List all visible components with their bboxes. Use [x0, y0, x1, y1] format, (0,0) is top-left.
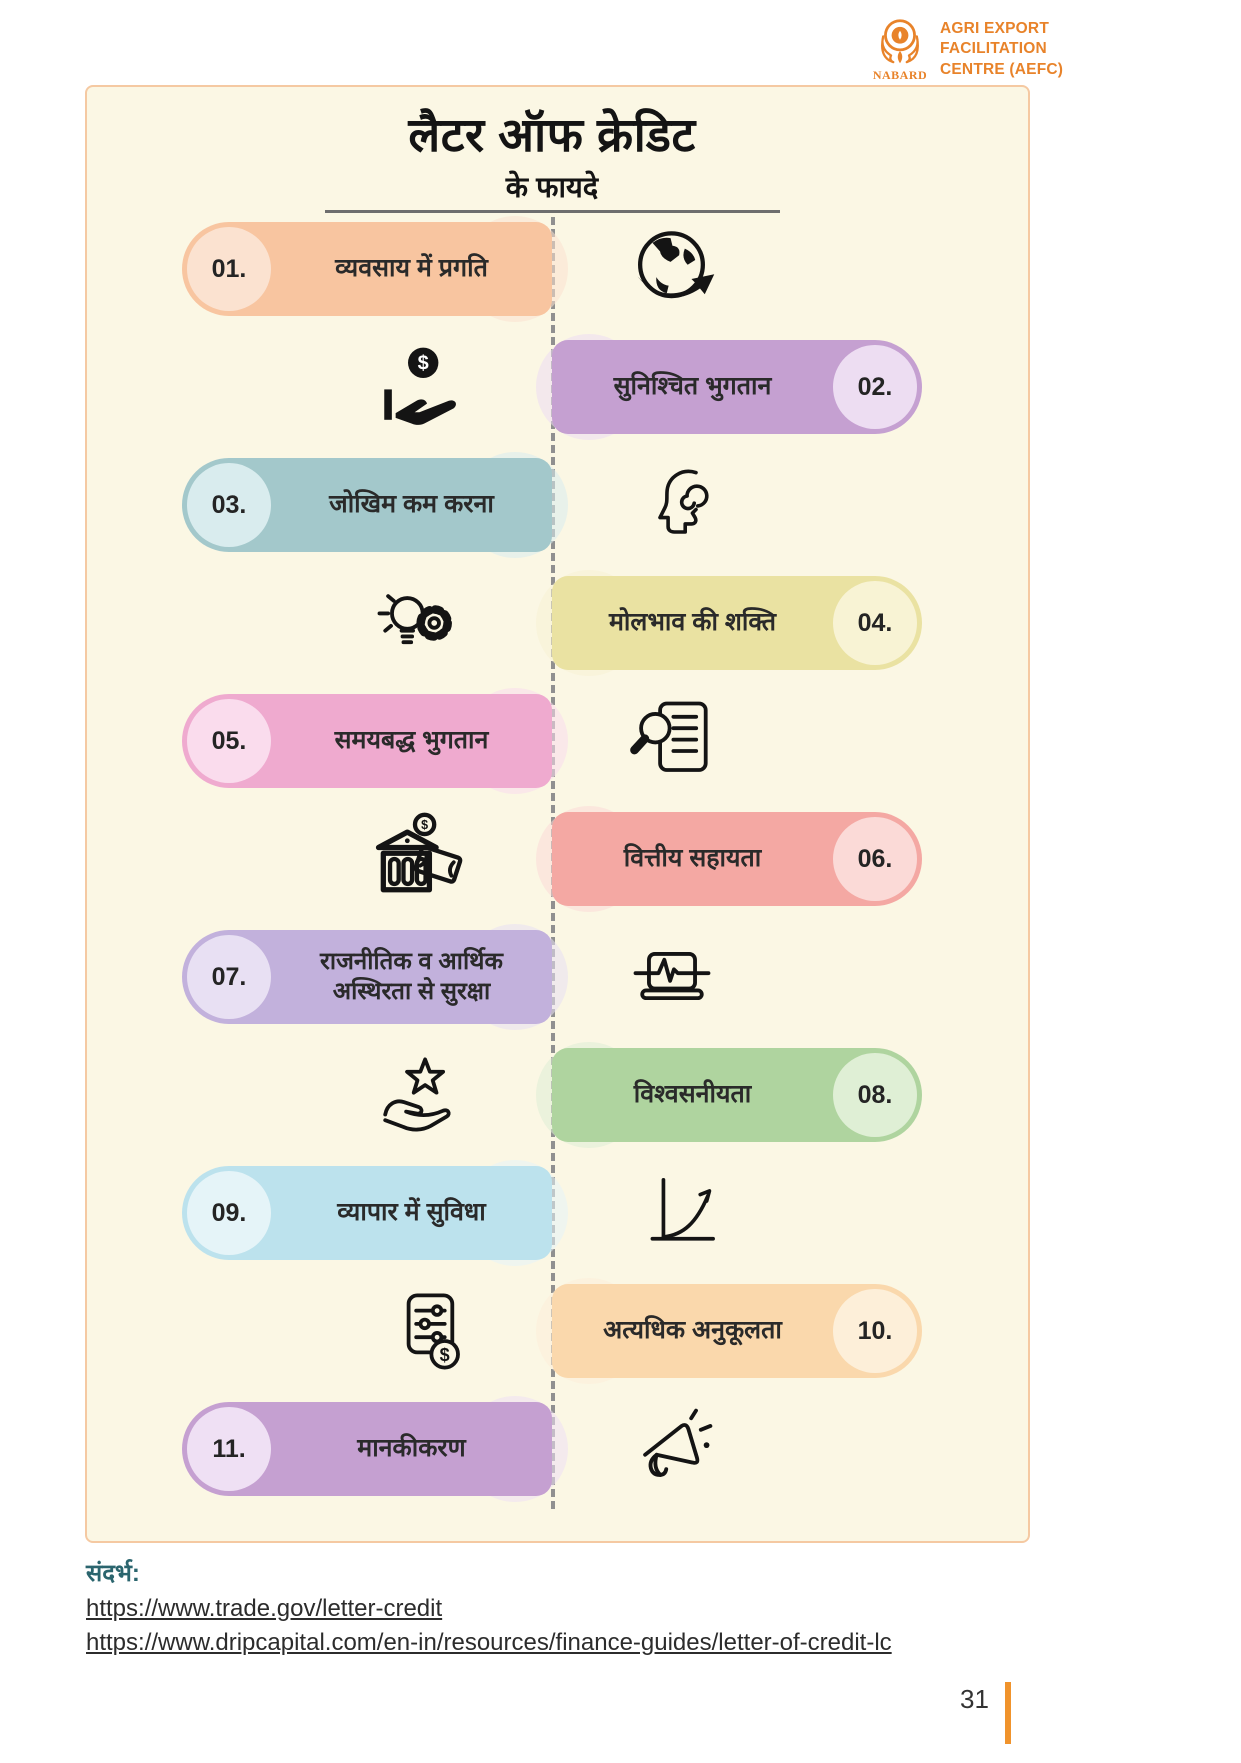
- nabard-logo-icon: [872, 16, 928, 83]
- benefit-label-07: राजनीतिक व आर्थिक अस्थिरता से सुरक्षा: [320, 948, 503, 1005]
- benefit-pill-09: [182, 1166, 552, 1260]
- svg-text:$: $: [439, 1344, 450, 1365]
- svg-text:$: $: [421, 818, 429, 833]
- benefit-row-06: [182, 805, 922, 913]
- benefit-label-08: विश्वसनीयता: [633, 1080, 752, 1109]
- references-heading: संदर्भ:: [86, 1560, 140, 1587]
- benefit-pill-05: [182, 694, 552, 788]
- aefc-wordmark: AGRI EXPORT FACILITATION CENTRE (AEFC): [940, 20, 1064, 78]
- benefit-pill-07: [182, 930, 552, 1024]
- benefit-pill-08: [552, 1048, 922, 1142]
- benefit-label-09: व्यापार में सुविधा: [337, 1198, 486, 1227]
- benefit-label-03: जोखिम कम करना: [329, 490, 494, 519]
- infographic-panel: [85, 85, 1030, 1543]
- title-block: [182, 101, 922, 213]
- page-title: लैटर ऑफ क्रेडिट: [408, 108, 696, 161]
- benefits-timeline: [182, 215, 922, 1513]
- benefit-label-05: समयबद्ध भुगतान: [334, 726, 489, 755]
- megaphone-icon: [624, 1401, 720, 1497]
- benefit-row-11: [182, 1395, 922, 1503]
- bank-money-icon: [367, 811, 463, 907]
- subtitle-rule: [325, 210, 780, 213]
- hand-coin-icon: [370, 340, 465, 435]
- benefit-number-01: 01.: [187, 227, 271, 311]
- benefit-pill-04: [552, 576, 922, 670]
- hand-star-icon: [370, 1048, 465, 1143]
- nabard-wordmark: NABARD: [872, 68, 928, 82]
- benefit-number-11: 11.: [187, 1407, 271, 1491]
- benefit-pill-11: [182, 1402, 552, 1496]
- benefit-number-06: 06.: [833, 817, 917, 901]
- benefit-number-04: 04.: [833, 581, 917, 665]
- benefit-label-02: सुनिश्चित भुगतान: [613, 372, 772, 401]
- svg-text:$: $: [417, 351, 429, 374]
- benefit-label-01: व्यवसाय में प्रगति: [335, 254, 488, 283]
- benefit-pill-01: [182, 222, 552, 316]
- benefit-row-03: [182, 451, 922, 559]
- settings-dollar-icon: [382, 1284, 477, 1379]
- benefit-label-04: मोलभाव की शक्ति: [608, 608, 777, 637]
- benefit-number-02: 02.: [833, 345, 917, 429]
- laptop-pulse-icon: [624, 929, 720, 1025]
- benefit-label-06: वित्तीय सहायता: [623, 844, 762, 873]
- benefit-number-08: 08.: [833, 1053, 917, 1137]
- page-footer: [960, 1682, 1011, 1744]
- benefit-number-05: 05.: [187, 699, 271, 783]
- nabard-aefc-logo: [872, 16, 1063, 83]
- benefit-pill-06: [552, 812, 922, 906]
- references-block: [86, 1556, 892, 1663]
- idea-gear-icon: [367, 575, 463, 671]
- benefit-number-03: 03.: [187, 463, 271, 547]
- page-number-accent-bar: [1005, 1682, 1011, 1744]
- benefit-row-02: [182, 333, 922, 441]
- globe-arrow-icon: [624, 222, 719, 317]
- growth-chart-icon: [634, 1167, 726, 1259]
- mind-head-icon: [642, 460, 732, 550]
- benefit-label-11: मानकीकरण: [357, 1434, 466, 1463]
- benefit-pill-10: [552, 1284, 922, 1378]
- benefit-row-07: [182, 923, 922, 1031]
- page-subtitle: के फायदे: [505, 172, 599, 204]
- benefit-pill-02: [552, 340, 922, 434]
- benefit-row-08: [182, 1041, 922, 1149]
- benefit-number-07: 07.: [187, 935, 271, 1019]
- page-number: 31: [960, 1684, 989, 1714]
- benefit-number-09: 09.: [187, 1171, 271, 1255]
- reference-link-dripcapital[interactable]: https://www.dripcapital.com/en-in/resources/finance-guides/letter-of-credit-lc: [86, 1629, 892, 1656]
- benefit-row-05: [182, 687, 922, 795]
- reference-link-trade-gov[interactable]: https://www.trade.gov/letter-credit: [86, 1595, 443, 1622]
- benefit-pill-03: [182, 458, 552, 552]
- magnifier-document-icon: [624, 694, 719, 789]
- benefit-row-10: [182, 1277, 922, 1385]
- benefit-number-10: 10.: [833, 1289, 917, 1373]
- benefit-row-01: [182, 215, 922, 323]
- benefit-label-10: अत्यधिक अनुकूलता: [603, 1316, 782, 1345]
- benefit-row-04: [182, 569, 922, 677]
- benefit-row-09: [182, 1159, 922, 1267]
